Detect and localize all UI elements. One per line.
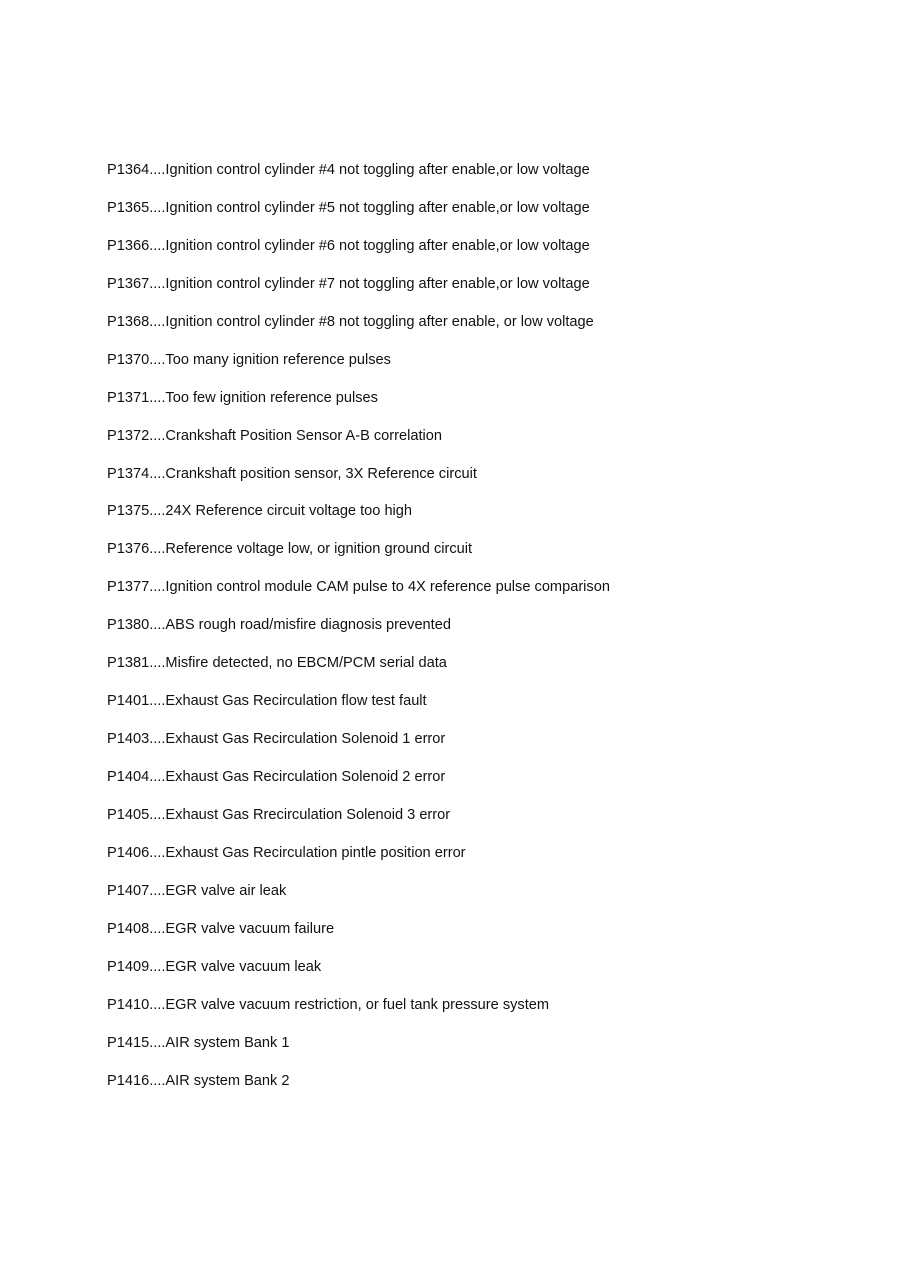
code-line-p1401: P1401....Exhaust Gas Recirculation flow test fault xyxy=(107,693,427,710)
code-line-p1367: P1367....Ignition control cylinder #7 not toggling after enable,or low voltage xyxy=(107,275,590,292)
code-line-p1408: P1408....EGR valve vacuum failure xyxy=(107,920,335,937)
trouble-code-list xyxy=(107,160,610,1108)
code-line-p1365: P1365....Ignition control cylinder #5 not toggling after enable,or low voltage xyxy=(107,199,590,216)
code-line-p1416: P1416....AIR system Bank 2 xyxy=(107,1072,290,1089)
code-line-p1374: P1374....Crankshaft position sensor, 3X Reference circuit xyxy=(107,465,477,482)
code-line-p1381: P1381....Misfire detected, no EBCM/PCM serial data xyxy=(107,655,447,672)
code-line-p1403: P1403....Exhaust Gas Recirculation Solenoid 1 error xyxy=(107,731,446,748)
code-line-p1409: P1409....EGR valve vacuum leak xyxy=(107,958,322,975)
code-line-p1405: P1405....Exhaust Gas Rrecirculation Solenoid 3 error xyxy=(107,806,451,823)
code-line-p1415: P1415....AIR system Bank 1 xyxy=(107,1034,290,1051)
code-line-p1375: P1375....24X Reference circuit voltage too high xyxy=(107,503,413,520)
code-line-p1376: P1376....Reference voltage low, or ignition ground circuit xyxy=(107,541,473,558)
code-line-p1404: P1404....Exhaust Gas Recirculation Solenoid 2 error xyxy=(107,769,446,785)
code-line-p1372: P1372....Crankshaft Position Sensor A-B correlation xyxy=(107,427,443,444)
code-line-p1364: P1364....Ignition control cylinder #4 not toggling after enable,or low voltage xyxy=(107,162,590,178)
code-line-p1366: P1366....Ignition control cylinder #6 not toggling after enable,or low voltage xyxy=(107,237,590,254)
code-line-p1410: P1410....EGR valve vacuum restriction, or fuel tank pressure system xyxy=(107,996,550,1013)
code-line-p1380: P1380....ABS rough road/misfire diagnosis prevented xyxy=(107,617,451,634)
code-line-p1370: P1370....Too many ignition reference pulses xyxy=(107,351,391,368)
code-line-p1371: P1371....Too few ignition reference pulses xyxy=(107,389,378,406)
code-line-p1368: P1368....Ignition control cylinder #8 not toggling after enable, or low voltage xyxy=(107,313,594,330)
code-line-p1406: P1406....Exhaust Gas Recirculation pintle position error xyxy=(107,844,466,861)
code-line-p1407: P1407....EGR valve air leak xyxy=(107,882,287,899)
code-line-p1377: P1377....Ignition control module CAM pulse to 4X reference pulse comparison xyxy=(107,579,610,596)
